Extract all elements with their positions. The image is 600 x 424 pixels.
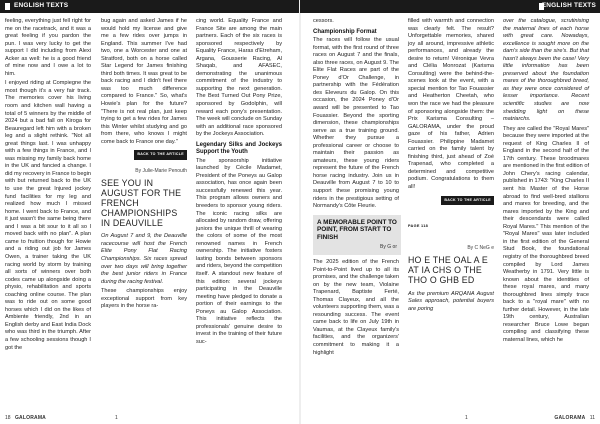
right-column-1 (313, 18, 399, 357)
left-footer (5, 415, 49, 421)
right-footer (551, 415, 595, 421)
paragraph: bug again and asked James if he would hold my license and give me a few rides over jumps in England. This summer I've had two, one a Worcester and one at Stratford, both on a horse called Star Legend for James finishing third both times. It was great to be back racing and I didn't feel there was too much difference compared to France." So, what's Howie's plan for the future? "There is not real plan, just keep trying to get a few rides for James this Winter whilst studying and go from there, who knows I might come back to France one day." (101, 18, 187, 145)
footer-logo: GALORAMA (14, 415, 46, 421)
right-column-2 (408, 18, 494, 313)
back-tag-wrapper (408, 196, 494, 206)
box-title: A MEMORABLE POINT TO POINT, FROM START TO FINISH (317, 218, 397, 241)
page-tab-wrapper (408, 219, 494, 235)
subheading: Championship Format (313, 28, 377, 35)
page-number-center: 1 (465, 415, 468, 421)
back-tag-wrapper (101, 150, 187, 160)
right-header-title: ENGLISH TEXTS (541, 2, 596, 9)
article-intro: On August 7 and 9, the Deauville racecourse will host the French Elite Pony Flat Racing Championships. Six races spread over two days will bring together the best junior riders in France during the racing festival. (101, 233, 187, 285)
paragraph: cing world. Equality France and France Site are among the main partners. Each of the six races is sponsored respectively by Equality France, Haras d'Etreham, Argana, Gousserie Racing, Al Shaqab, and AFASEC, demonstrating the unanimous commitment of the industry to supporting the next generation. The Best Turned Out Pony Prize, sponsored by Godolphin, will reward each pony's presentation. The week will conclude on Sunday with an additional race sponsored by the Jockeys Association. (196, 18, 282, 138)
right-footer-center (465, 415, 468, 421)
right-header-bar (300, 0, 600, 13)
back-to-article-link[interactable]: BACK TO THE ARTICLE (441, 196, 494, 206)
right-page (300, 0, 600, 424)
right-column-3 (503, 18, 589, 345)
paragraph: The 2025 edition of the French Point-to-Point lived up to all its promises, and the challenge taken on by the new team, Violaine Trapenard, Baptiste Ferté, Thomas Clayeux, and all the volunteers supporting them, was a resounding success. The event came back to life on July 19th in Vaumas, at the Clayeux family's facilities, and the organizers' commitment to making it a highlight (313, 258, 399, 356)
article-headline: SEE YOU IN AUGUST FOR THE FRENCH CHAMPIONSHIPS IN DEAUVILLE (101, 178, 182, 228)
page-number: 11 (589, 415, 595, 421)
paragraph: I enjoyed riding at Compiegne the most though it's a very fair track. The memories cover his living room and kitchen wall having a total of 5 winners by the middle of 2024 but a bad fall on Kiroga for Beauregard left him with a broken leg and a slight rethink. "Not all great things last. I was unhappy with a few things in France, and I was missing my family back home in the UK and fancied a change. I did my recovery in France to begin with but returned back to the UK to use the great Injured jockey fund facilities for my leg and realized how much I missed home. I went back to France, and it just wasn't the same being there and I was a bit sour to it all so I moved back with no plan". A plan came to fruition though for Howie and a riding out job for James Owen, a trainer taking the UK racing world by storm by training all sorts of winners over both codes came up alongside doing a physio, rehabilitation and sports coaching online course. The plan was to ride out on some good horses which I did on the likes of Ambiente friendly, 2nd in an English derby and East India Dock who was third in the triumph. After a few schooling sessions though I got the (5, 80, 91, 351)
paragraph: cessors. (313, 18, 334, 24)
left-footer-center (115, 415, 118, 421)
footer-logo: GALORAMA (554, 415, 586, 421)
paragraph: The races will follow the usual format, with the first round of three races on August 7 and the finals, also three races, on August 9. The Elite Flat Races are part of the Poney d'Or Challenge, in partnership with the Fédération des Eleveurs du Galop. On this occasion, the 2024 Poney d'Or award will be presented to Tao Fouassier. Beyond the sporting dimension, these championships serve as a true training ground. Whether they pursue a professional career or choose to maintain their passion as amateurs, these young riders represent the future of the French horse racing industry. Join us in Deauville from August 7 to 10 to support these promising young riders in the prestigious setting of Normandy's Côte Fleurie. (313, 37, 399, 210)
paragraph: feeling, everything just fell right for me on the racetrack, and it was a great feeling if you pardon the pun. I was very lucky to get the support I did including from Alexi Acker as well: he is a good friend of mine now and I owe a lot to him. (5, 18, 91, 77)
paragraph: These championships enjoy exceptional support from key players in the horse ra- (101, 288, 187, 310)
article-headline: HO E THE OAL A E AT IA CHS O THE THO O GHB ED (408, 255, 488, 285)
subheading: Legendary Silks and Jockeys Support the Youth (196, 141, 282, 156)
section-marker-icon (5, 3, 10, 10)
left-header-bar (0, 0, 300, 13)
article-intro: As the premium ARQANA August Sales approach, potential buyers are poring (408, 290, 494, 312)
left-column-2 (101, 18, 187, 311)
paragraph: The sponsorship initiative launched by Cécile Madamet, President of the Poneys au Galop association, has once again been successfully renewed this year. This program allows owners and breeders to sponsor young riders. The iconic racing silks are allocated by random draw, offering juniors the unique thrill of wearing the colors of some of the most renowned names in French ownership. The initiative fosters lasting bonds between sponsors and riders, beyond the competition itself. A standout new feature of this edition: several jockeys participating in the Deauville meeting have pledged to donate a portion of their earnings to the Poneys au Galop Association. This initiative reflects the professionals' genuine desire to invest in the training of their future suc- (196, 157, 282, 345)
paragraph: They are called the "Royal Mares" because they were imported at the request of King Charles II of England in the second half of the 17th century. These broodmares are mentioned in the first edition of John Chery's racing calendar, published in 1743: "King Charles II sent his Master of the Horse abroad to find well-bred stallions and mares for breeding, and the mares imported by the King and their descendants were called Royal Mares." This mention of the "Royal Mares" was later included in the first edition of the General Stud Book, the foundational registry of the thoroughbred breed compiled by Lord James Weatherby in 1791. Very little is known about the identities of these royal mares, and many thoroughbred lines simply trace back to a "royal mare" with no further detail. However, in the late 19th century, Australian researcher Bruce Lowe began compiling and classifying these maternal lines, which he (503, 125, 589, 343)
article-byline: By C NeG e (467, 244, 494, 251)
back-to-article-link[interactable]: BACK TO THE ARTICLE (134, 150, 187, 160)
left-column-3 (196, 18, 282, 346)
page-number: 18 (5, 415, 11, 421)
left-header-title: ENGLISH TEXTS (14, 2, 69, 9)
article-title-box (313, 215, 401, 255)
article-byline: By Julie-Marie Penouth (135, 167, 187, 174)
left-column-1 (5, 18, 91, 352)
page-tab: PAGE 118 (408, 224, 429, 229)
box-byline: By G or (380, 244, 397, 251)
article-intro-continued: over the catalogue, scrutinising the maternal lines of each horse with great care. Nowadays, excellence is sought more on the dam's side than the sire's. But that hasn't always been the case! Very little information has been preserved about the foundation mares of the thoroughbred breed, as they were once considered of lesser importance. Recent scientific studies are now shedding light on these matriarchs. (503, 18, 589, 123)
page-number-center: 1 (115, 415, 118, 421)
paragraph: filled with warmth and connection was clearly felt. The result? Unforgettable memories, shared joy all around, impressive athletic performances, and already the desire to return! Véronique Vevra and Clélia Monrozat (Karisma Consulting) were the behind-the-scenes look at the event, with a special mention for Tao Fouassier and Heatherton Cheetah, who won the race we had the pleasure of sponsoring alongside them: the Prix Karisma Consulting – GALORAMA, under the proud gaze of his father, Adrien Fouassier. Philippine Madamet carried on the family talent by finishing third, just ahead of Zoé Trapenad, who completed a determined and competitive podium. Congratulations to them all! (408, 18, 494, 191)
